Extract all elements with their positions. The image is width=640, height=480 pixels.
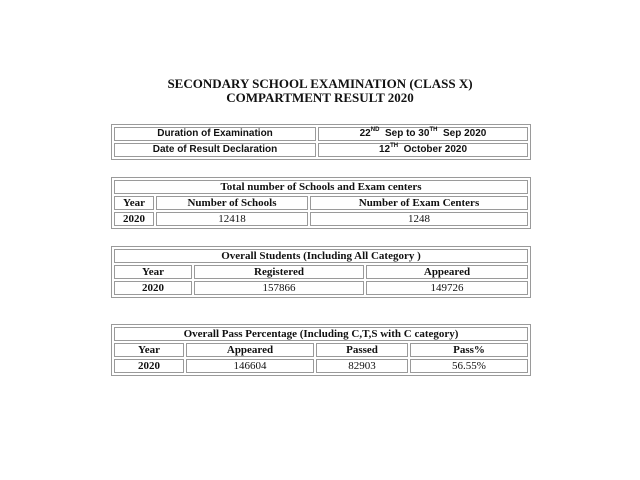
students-cell-registered: 157866 (194, 281, 364, 295)
students-table (111, 246, 531, 298)
document-title: SECONDARY SCHOOL EXAMINATION (CLASS X) (167, 76, 473, 91)
duration-start-day: 22 (359, 128, 371, 139)
declaration-suffix: TH (390, 143, 399, 149)
duration-label: Duration of Examination (114, 127, 316, 141)
duration-end-suffix: TH (429, 127, 438, 133)
schools-header-year: Year (114, 196, 154, 210)
table-row (114, 127, 528, 141)
table-row (114, 359, 528, 373)
duration-end-month-year: Sep 2020 (443, 128, 487, 139)
table-row (114, 249, 528, 263)
schools-header-schools: Number of Schools (156, 196, 308, 210)
declaration-day: 12 (378, 144, 391, 155)
table-row (114, 143, 528, 157)
duration-value (318, 127, 528, 141)
schools-cell-centers: 1248 (310, 212, 528, 226)
table-row (114, 265, 528, 279)
pass-header-appeared: Appeared (186, 343, 314, 357)
table-row (114, 281, 528, 295)
pass-header-year: Year (114, 343, 184, 357)
pass-table (111, 324, 531, 376)
declaration-label: Date of Result Declaration (114, 143, 316, 157)
students-header-appeared: Appeared (366, 265, 528, 279)
table-row (114, 180, 528, 194)
pass-cell-appeared: 146604 (186, 359, 314, 373)
pass-cell-year: 2020 (114, 359, 184, 373)
pass-cell-passed: 82903 (316, 359, 408, 373)
schools-cell-schools: 12418 (156, 212, 308, 226)
pass-cell-percent: 56.55% (410, 359, 528, 373)
document-subtitle: COMPARTMENT RESULT 2020 (226, 90, 414, 105)
students-header-registered: Registered (194, 265, 364, 279)
pass-header-percent: Pass% (410, 343, 528, 357)
pass-header-passed: Passed (316, 343, 408, 357)
schedule-table (111, 124, 531, 160)
students-table-title: Overall Students (Including All Category ) (114, 249, 528, 263)
declaration-value (318, 143, 528, 157)
declaration-month-year: October 2020 (403, 144, 468, 155)
table-row (114, 212, 528, 226)
table-row (114, 196, 528, 210)
pass-table-title: Overall Pass Percentage (Including C,T,S with C category) (114, 327, 528, 341)
schools-cell-year: 2020 (114, 212, 154, 226)
duration-start-suffix: ND (370, 127, 380, 133)
students-cell-year: 2020 (114, 281, 192, 295)
schools-header-centers: Number of Exam Centers (310, 196, 528, 210)
table-row (114, 343, 528, 357)
duration-start-month: Sep to 30 (384, 128, 430, 139)
students-cell-appeared: 149726 (366, 281, 528, 295)
schools-table-title: Total number of Schools and Exam centers (114, 180, 528, 194)
table-row (114, 327, 528, 341)
schools-table (111, 177, 531, 229)
students-header-year: Year (114, 265, 192, 279)
